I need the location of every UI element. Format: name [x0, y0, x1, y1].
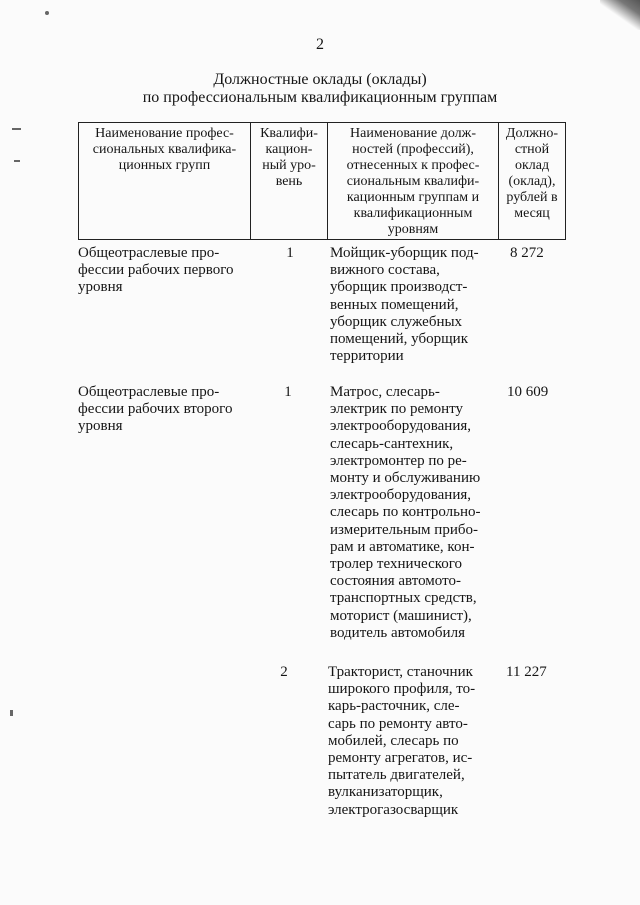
page-number: 2 — [316, 36, 324, 53]
group-name: Общеотраслевые про- фессии рабочих второго уровня — [78, 384, 233, 435]
scan-corner-shadow — [600, 0, 640, 30]
profession-list: Тракторист, станочник широкого профиля, то- карь-расточник, сле- сарь по ремонту авто- мобилей, слесарь по ремонту агрегатов, ис- пытатель двигателей, вулканизаторщик, электрогазосварщик — [328, 664, 476, 818]
document-title: Должностные оклады (оклады) — [213, 71, 427, 88]
profession-list: Мойщик-уборщик под- вижного состава, уборщик производст- венных помещений, уборщик служебных помещений, уборщик территории — [330, 245, 479, 365]
header-profession: Наименование долж- ностей (профессий), отнесенных к профес- сиональным квалифи- кационным группам и квалификационным уровням — [346, 126, 480, 237]
document-subtitle: по профессиональным квалификационным группам — [142, 89, 498, 106]
scan-speck — [14, 160, 20, 162]
qualification-level: 1 — [284, 384, 292, 400]
qualification-level: 1 — [286, 245, 294, 261]
table-header — [78, 122, 566, 240]
header-level: Квалифи- кацион- ный уро- вень — [260, 126, 318, 189]
scan-speck — [12, 128, 21, 130]
salary-value: 11 227 — [506, 664, 547, 680]
header-group: Наименование профес- сиональных квалифика- ционных групп — [92, 126, 237, 173]
scan-speck — [45, 11, 49, 15]
salary-value: 10 609 — [507, 384, 549, 400]
salary-value: 8 272 — [510, 245, 544, 261]
profession-list: Матрос, слесарь- электрик по ремонту электрооборудования, слесарь-сантехник, электромонтер по ре- монту и обслуживанию электрооборудования, слесарь по контрольно- измерительным прибо- рам и автоматике, кон- тролер технического состояния автомото- транспортных средств, моторист (машинист), водитель автомобиля — [330, 384, 481, 641]
qualification-level: 2 — [280, 664, 288, 680]
scan-speck — [10, 710, 13, 716]
header-salary: Должно- стной оклад (оклад), рублей в месяц — [505, 126, 559, 221]
group-name: Общеотраслевые про- фессии рабочих первого уровня — [78, 245, 234, 296]
